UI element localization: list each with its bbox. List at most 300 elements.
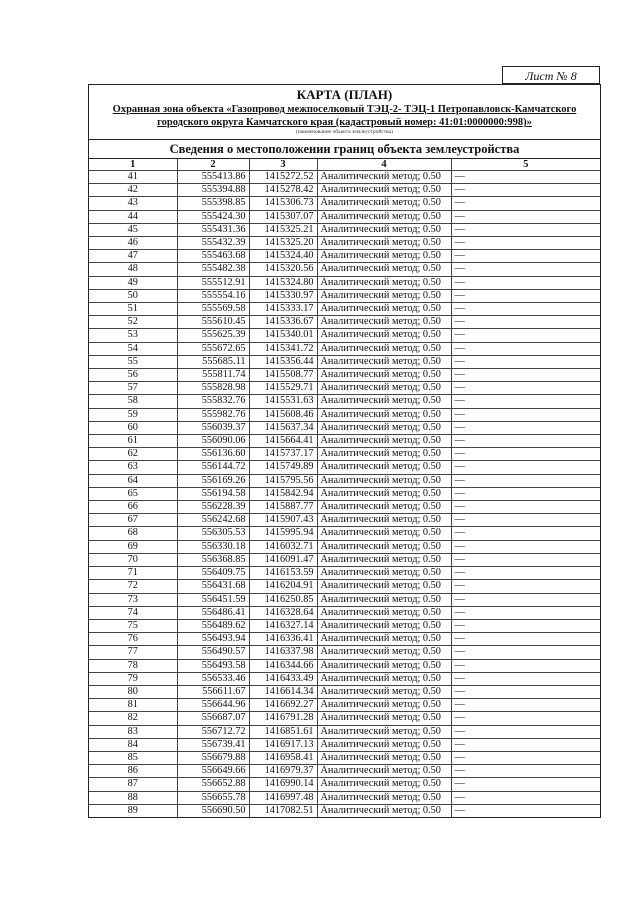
y-coordinate-cell: 1415664.41	[249, 435, 317, 448]
x-coordinate-cell: 555432.39	[177, 237, 249, 250]
point-number-cell: 51	[89, 303, 177, 316]
note-cell: —	[451, 408, 600, 421]
method-cell: Аналитический метод; 0.50	[317, 408, 451, 421]
method-cell: Аналитический метод; 0.50	[317, 567, 451, 580]
x-coordinate-cell: 555512.91	[177, 276, 249, 289]
method-cell: Аналитический метод; 0.50	[317, 751, 451, 764]
note-cell: —	[451, 223, 600, 236]
x-coordinate-cell: 556368.85	[177, 553, 249, 566]
point-number-cell: 45	[89, 223, 177, 236]
x-coordinate-cell: 555424.30	[177, 210, 249, 223]
table-header-row	[89, 159, 600, 171]
method-cell: Аналитический метод; 0.50	[317, 501, 451, 514]
method-cell: Аналитический метод; 0.50	[317, 329, 451, 342]
x-coordinate-cell: 556486.41	[177, 606, 249, 619]
y-coordinate-cell: 1416344.66	[249, 659, 317, 672]
method-cell: Аналитический метод; 0.50	[317, 237, 451, 250]
y-coordinate-cell: 1416917.13	[249, 738, 317, 751]
x-coordinate-cell: 555672.65	[177, 342, 249, 355]
table-row	[89, 223, 600, 236]
y-coordinate-cell: 1415278.42	[249, 184, 317, 197]
object-name-line-1: Охранная зона объекта «Газопровод межпоселковый ТЭЦ-2- ТЭЦ-1 Петропавловск-Камчатского	[112, 104, 577, 115]
table-row	[89, 289, 600, 302]
x-coordinate-cell: 556194.58	[177, 487, 249, 500]
y-coordinate-cell: 1415272.52	[249, 171, 317, 184]
note-cell: —	[451, 501, 600, 514]
y-coordinate-cell: 1415749.89	[249, 461, 317, 474]
note-cell: —	[451, 435, 600, 448]
method-cell: Аналитический метод; 0.50	[317, 527, 451, 540]
x-coordinate-cell: 555610.45	[177, 316, 249, 329]
note-cell: —	[451, 527, 600, 540]
table-row	[89, 738, 600, 751]
y-coordinate-cell: 1416851.61	[249, 725, 317, 738]
point-number-cell: 72	[89, 580, 177, 593]
y-coordinate-cell: 1415341.72	[249, 342, 317, 355]
x-coordinate-cell: 555413.86	[177, 171, 249, 184]
note-cell: —	[451, 659, 600, 672]
point-number-cell: 55	[89, 355, 177, 368]
point-number-cell: 52	[89, 316, 177, 329]
x-coordinate-cell: 556451.59	[177, 593, 249, 606]
x-coordinate-cell: 556739.41	[177, 738, 249, 751]
table-row	[89, 355, 600, 368]
method-cell: Аналитический метод; 0.50	[317, 580, 451, 593]
point-number-cell: 71	[89, 567, 177, 580]
x-coordinate-cell: 555394.88	[177, 184, 249, 197]
point-number-cell: 84	[89, 738, 177, 751]
x-coordinate-cell: 555832.76	[177, 395, 249, 408]
x-coordinate-cell: 555398.85	[177, 197, 249, 210]
point-number-cell: 46	[89, 237, 177, 250]
table-row	[89, 171, 600, 184]
y-coordinate-cell: 1416692.27	[249, 699, 317, 712]
table-row	[89, 699, 600, 712]
point-number-cell: 87	[89, 778, 177, 791]
point-number-cell: 56	[89, 369, 177, 382]
x-coordinate-cell: 556490.57	[177, 646, 249, 659]
point-number-cell: 48	[89, 263, 177, 276]
note-cell: —	[451, 487, 600, 500]
note-cell: —	[451, 738, 600, 751]
table-row	[89, 316, 600, 329]
x-coordinate-cell: 556644.96	[177, 699, 249, 712]
point-number-cell: 54	[89, 342, 177, 355]
table-row	[89, 342, 600, 355]
y-coordinate-cell: 1415320.56	[249, 263, 317, 276]
table-row	[89, 303, 600, 316]
x-coordinate-cell: 556136.60	[177, 448, 249, 461]
table-row	[89, 765, 600, 778]
point-number-cell: 76	[89, 633, 177, 646]
table-row	[89, 540, 600, 553]
note-cell: —	[451, 289, 600, 302]
note-cell: —	[451, 699, 600, 712]
table-row	[89, 791, 600, 804]
table-row	[89, 606, 600, 619]
y-coordinate-cell: 1415508.77	[249, 369, 317, 382]
x-coordinate-cell: 556228.39	[177, 501, 249, 514]
method-cell: Аналитический метод; 0.50	[317, 633, 451, 646]
table-row	[89, 778, 600, 791]
y-coordinate-cell: 1415887.77	[249, 501, 317, 514]
note-cell: —	[451, 553, 600, 566]
x-coordinate-cell: 556409.75	[177, 567, 249, 580]
method-cell: Аналитический метод; 0.50	[317, 791, 451, 804]
table-row	[89, 712, 600, 725]
point-number-cell: 79	[89, 672, 177, 685]
point-number-cell: 44	[89, 210, 177, 223]
x-coordinate-cell: 556655.78	[177, 791, 249, 804]
note-cell: —	[451, 316, 600, 329]
note-cell: —	[451, 672, 600, 685]
method-cell: Аналитический метод; 0.50	[317, 435, 451, 448]
method-cell: Аналитический метод; 0.50	[317, 197, 451, 210]
note-cell: —	[451, 342, 600, 355]
x-coordinate-cell: 556690.50	[177, 804, 249, 817]
note-cell: —	[451, 355, 600, 368]
method-cell: Аналитический метод; 0.50	[317, 659, 451, 672]
table-row	[89, 659, 600, 672]
y-coordinate-cell: 1416153.59	[249, 567, 317, 580]
note-cell: —	[451, 540, 600, 553]
note-cell: —	[451, 765, 600, 778]
note-cell: —	[451, 184, 600, 197]
table-row	[89, 408, 600, 421]
y-coordinate-cell: 1415306.73	[249, 197, 317, 210]
note-cell: —	[451, 263, 600, 276]
column-header: 5	[451, 159, 600, 171]
x-coordinate-cell: 556242.68	[177, 514, 249, 527]
x-coordinate-cell: 555828.98	[177, 382, 249, 395]
method-cell: Аналитический метод; 0.50	[317, 619, 451, 632]
point-number-cell: 70	[89, 553, 177, 566]
note-cell: —	[451, 276, 600, 289]
method-cell: Аналитический метод; 0.50	[317, 540, 451, 553]
y-coordinate-cell: 1415608.46	[249, 408, 317, 421]
x-coordinate-cell: 556431.68	[177, 580, 249, 593]
point-number-cell: 86	[89, 765, 177, 778]
sheet-number-label: Лист № 8	[502, 66, 600, 84]
note-cell: —	[451, 395, 600, 408]
table-row	[89, 382, 600, 395]
note-cell: —	[451, 685, 600, 698]
method-cell: Аналитический метод; 0.50	[317, 421, 451, 434]
coordinates-table	[89, 159, 600, 817]
method-cell: Аналитический метод; 0.50	[317, 685, 451, 698]
note-cell: —	[451, 448, 600, 461]
document-header	[89, 85, 600, 140]
method-cell: Аналитический метод; 0.50	[317, 382, 451, 395]
x-coordinate-cell: 556652.88	[177, 778, 249, 791]
method-cell: Аналитический метод; 0.50	[317, 223, 451, 236]
column-header: 4	[317, 159, 451, 171]
method-cell: Аналитический метод; 0.50	[317, 699, 451, 712]
note-cell: —	[451, 646, 600, 659]
note-cell: —	[451, 725, 600, 738]
note-cell: —	[451, 237, 600, 250]
x-coordinate-cell: 555482.38	[177, 263, 249, 276]
y-coordinate-cell: 1415637.34	[249, 421, 317, 434]
point-number-cell: 80	[89, 685, 177, 698]
note-cell: —	[451, 791, 600, 804]
method-cell: Аналитический метод; 0.50	[317, 250, 451, 263]
note-cell: —	[451, 329, 600, 342]
y-coordinate-cell: 1415330.97	[249, 289, 317, 302]
y-coordinate-cell: 1416336.41	[249, 633, 317, 646]
table-row	[89, 184, 600, 197]
method-cell: Аналитический метод; 0.50	[317, 316, 451, 329]
y-coordinate-cell: 1415795.56	[249, 474, 317, 487]
table-row	[89, 276, 600, 289]
object-name-caption: (наименование объекта землеустройства)	[296, 129, 393, 135]
method-cell: Аналитический метод; 0.50	[317, 355, 451, 368]
x-coordinate-cell: 555569.58	[177, 303, 249, 316]
x-coordinate-cell: 556679.88	[177, 751, 249, 764]
table-row	[89, 329, 600, 342]
y-coordinate-cell: 1416791.28	[249, 712, 317, 725]
note-cell: —	[451, 580, 600, 593]
method-cell: Аналитический метод; 0.50	[317, 474, 451, 487]
y-coordinate-cell: 1415356.44	[249, 355, 317, 368]
point-number-cell: 81	[89, 699, 177, 712]
y-coordinate-cell: 1415529.71	[249, 382, 317, 395]
method-cell: Аналитический метод; 0.50	[317, 606, 451, 619]
note-cell: —	[451, 593, 600, 606]
y-coordinate-cell: 1416990.14	[249, 778, 317, 791]
note-cell: —	[451, 250, 600, 263]
y-coordinate-cell: 1416328.64	[249, 606, 317, 619]
note-cell: —	[451, 197, 600, 210]
x-coordinate-cell: 555463.68	[177, 250, 249, 263]
section-title: Сведения о местоположении границ объекта землеустройства	[89, 140, 600, 159]
note-cell: —	[451, 171, 600, 184]
point-number-cell: 63	[89, 461, 177, 474]
point-number-cell: 50	[89, 289, 177, 302]
x-coordinate-cell: 556493.58	[177, 659, 249, 672]
table-row	[89, 237, 600, 250]
point-number-cell: 59	[89, 408, 177, 421]
table-row	[89, 567, 600, 580]
point-number-cell: 57	[89, 382, 177, 395]
method-cell: Аналитический метод; 0.50	[317, 593, 451, 606]
note-cell: —	[451, 210, 600, 223]
note-cell: —	[451, 619, 600, 632]
point-number-cell: 43	[89, 197, 177, 210]
x-coordinate-cell: 555982.76	[177, 408, 249, 421]
table-row	[89, 619, 600, 632]
method-cell: Аналитический метод; 0.50	[317, 184, 451, 197]
point-number-cell: 64	[89, 474, 177, 487]
y-coordinate-cell: 1415307.07	[249, 210, 317, 223]
column-header: 3	[249, 159, 317, 171]
document-frame	[88, 84, 601, 818]
note-cell: —	[451, 461, 600, 474]
table-row	[89, 210, 600, 223]
table-row	[89, 685, 600, 698]
method-cell: Аналитический метод; 0.50	[317, 461, 451, 474]
point-number-cell: 41	[89, 171, 177, 184]
x-coordinate-cell: 555625.39	[177, 329, 249, 342]
table-row	[89, 593, 600, 606]
point-number-cell: 49	[89, 276, 177, 289]
point-number-cell: 82	[89, 712, 177, 725]
table-row	[89, 461, 600, 474]
y-coordinate-cell: 1416337.98	[249, 646, 317, 659]
y-coordinate-cell: 1415842.94	[249, 487, 317, 500]
page-title: КАРТА (ПЛАН)	[296, 87, 393, 102]
y-coordinate-cell: 1415324.40	[249, 250, 317, 263]
table-row	[89, 250, 600, 263]
table-row	[89, 474, 600, 487]
point-number-cell: 85	[89, 751, 177, 764]
y-coordinate-cell: 1415995.94	[249, 527, 317, 540]
method-cell: Аналитический метод; 0.50	[317, 263, 451, 276]
x-coordinate-cell: 556649.66	[177, 765, 249, 778]
x-coordinate-cell: 556489.62	[177, 619, 249, 632]
y-coordinate-cell: 1416091.47	[249, 553, 317, 566]
x-coordinate-cell: 556039.37	[177, 421, 249, 434]
table-row	[89, 633, 600, 646]
y-coordinate-cell: 1416997.48	[249, 791, 317, 804]
x-coordinate-cell: 555431.36	[177, 223, 249, 236]
x-coordinate-cell: 555685.11	[177, 355, 249, 368]
table-row	[89, 263, 600, 276]
point-number-cell: 77	[89, 646, 177, 659]
note-cell: —	[451, 474, 600, 487]
table-row	[89, 421, 600, 434]
point-number-cell: 65	[89, 487, 177, 500]
note-cell: —	[451, 382, 600, 395]
method-cell: Аналитический метод; 0.50	[317, 369, 451, 382]
point-number-cell: 66	[89, 501, 177, 514]
method-cell: Аналитический метод; 0.50	[317, 171, 451, 184]
object-name-line-2: городского округа Камчатского края (кадастровый номер: 41:01:0000000:998)»	[157, 117, 532, 128]
note-cell: —	[451, 633, 600, 646]
method-cell: Аналитический метод; 0.50	[317, 712, 451, 725]
table-row	[89, 580, 600, 593]
point-number-cell: 58	[89, 395, 177, 408]
table-row	[89, 501, 600, 514]
point-number-cell: 67	[89, 514, 177, 527]
point-number-cell: 42	[89, 184, 177, 197]
method-cell: Аналитический метод; 0.50	[317, 487, 451, 500]
table-row	[89, 369, 600, 382]
y-coordinate-cell: 1416614.34	[249, 685, 317, 698]
point-number-cell: 61	[89, 435, 177, 448]
y-coordinate-cell: 1415336.67	[249, 316, 317, 329]
point-number-cell: 69	[89, 540, 177, 553]
note-cell: —	[451, 751, 600, 764]
column-header: 2	[177, 159, 249, 171]
point-number-cell: 53	[89, 329, 177, 342]
note-cell: —	[451, 369, 600, 382]
x-coordinate-cell: 555811.74	[177, 369, 249, 382]
method-cell: Аналитический метод; 0.50	[317, 289, 451, 302]
y-coordinate-cell: 1415737.17	[249, 448, 317, 461]
method-cell: Аналитический метод; 0.50	[317, 765, 451, 778]
table-row	[89, 197, 600, 210]
point-number-cell: 68	[89, 527, 177, 540]
table-row	[89, 527, 600, 540]
note-cell: —	[451, 712, 600, 725]
note-cell: —	[451, 514, 600, 527]
method-cell: Аналитический метод; 0.50	[317, 514, 451, 527]
y-coordinate-cell: 1417082.51	[249, 804, 317, 817]
y-coordinate-cell: 1415531.63	[249, 395, 317, 408]
table-row	[89, 487, 600, 500]
point-number-cell: 88	[89, 791, 177, 804]
table-row	[89, 646, 600, 659]
method-cell: Аналитический метод; 0.50	[317, 342, 451, 355]
note-cell: —	[451, 303, 600, 316]
y-coordinate-cell: 1416250.85	[249, 593, 317, 606]
point-number-cell: 78	[89, 659, 177, 672]
column-header: 1	[89, 159, 177, 171]
method-cell: Аналитический метод; 0.50	[317, 210, 451, 223]
y-coordinate-cell: 1415340.01	[249, 329, 317, 342]
y-coordinate-cell: 1415325.20	[249, 237, 317, 250]
point-number-cell: 89	[89, 804, 177, 817]
x-coordinate-cell: 556533.46	[177, 672, 249, 685]
y-coordinate-cell: 1416958.41	[249, 751, 317, 764]
table-row	[89, 804, 600, 817]
x-coordinate-cell: 556330.18	[177, 540, 249, 553]
y-coordinate-cell: 1415324.80	[249, 276, 317, 289]
point-number-cell: 47	[89, 250, 177, 263]
point-number-cell: 62	[89, 448, 177, 461]
y-coordinate-cell: 1416327.14	[249, 619, 317, 632]
y-coordinate-cell: 1415907.43	[249, 514, 317, 527]
point-number-cell: 60	[89, 421, 177, 434]
x-coordinate-cell: 556493.94	[177, 633, 249, 646]
table-row	[89, 448, 600, 461]
y-coordinate-cell: 1416433.49	[249, 672, 317, 685]
table-row	[89, 725, 600, 738]
x-coordinate-cell: 556712.72	[177, 725, 249, 738]
table-row	[89, 435, 600, 448]
method-cell: Аналитический метод; 0.50	[317, 738, 451, 751]
point-number-cell: 83	[89, 725, 177, 738]
y-coordinate-cell: 1416032.71	[249, 540, 317, 553]
note-cell: —	[451, 606, 600, 619]
table-row	[89, 553, 600, 566]
method-cell: Аналитический метод; 0.50	[317, 553, 451, 566]
method-cell: Аналитический метод; 0.50	[317, 276, 451, 289]
note-cell: —	[451, 567, 600, 580]
y-coordinate-cell: 1415333.17	[249, 303, 317, 316]
table-row	[89, 672, 600, 685]
y-coordinate-cell: 1416979.37	[249, 765, 317, 778]
method-cell: Аналитический метод; 0.50	[317, 804, 451, 817]
x-coordinate-cell: 556144.72	[177, 461, 249, 474]
table-row	[89, 514, 600, 527]
x-coordinate-cell: 556687.07	[177, 712, 249, 725]
x-coordinate-cell: 555554.16	[177, 289, 249, 302]
x-coordinate-cell: 556090.06	[177, 435, 249, 448]
y-coordinate-cell: 1415325.21	[249, 223, 317, 236]
x-coordinate-cell: 556169.26	[177, 474, 249, 487]
method-cell: Аналитический метод; 0.50	[317, 725, 451, 738]
note-cell: —	[451, 778, 600, 791]
point-number-cell: 73	[89, 593, 177, 606]
method-cell: Аналитический метод; 0.50	[317, 672, 451, 685]
note-cell: —	[451, 804, 600, 817]
method-cell: Аналитический метод; 0.50	[317, 448, 451, 461]
method-cell: Аналитический метод; 0.50	[317, 646, 451, 659]
point-number-cell: 74	[89, 606, 177, 619]
note-cell: —	[451, 421, 600, 434]
